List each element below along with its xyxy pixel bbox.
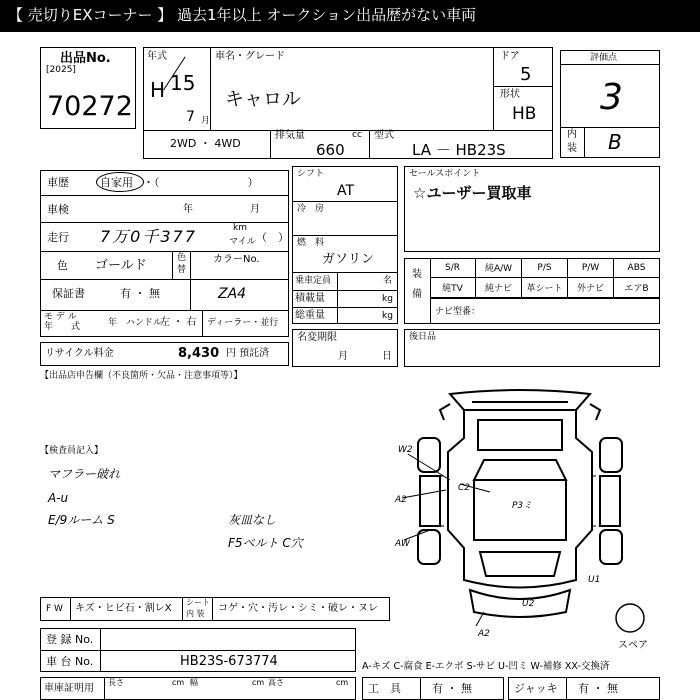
month-unit: 月: [201, 116, 211, 126]
inspection-year: 年: [183, 204, 193, 215]
sales-label: セールスポイント: [409, 169, 481, 179]
shift-label: シフト: [297, 169, 325, 179]
car-diagram: [380, 380, 680, 660]
mile-unit: マイル: [229, 237, 256, 247]
inspector-note-1: マフラー破れ: [48, 467, 121, 481]
equipment-cell: 純ナビ: [476, 278, 522, 298]
fw-text: キズ・ヒビ石・割レX: [75, 603, 172, 614]
mark-c2: C2: [458, 483, 471, 493]
model-year-unit: 年: [108, 318, 118, 328]
era-year: 15: [170, 71, 196, 95]
mark-a2-rear: A2: [478, 629, 490, 639]
ac-label: 冷 房: [297, 204, 325, 214]
lot-number: 70272: [47, 91, 133, 122]
history-label: 車歴: [47, 176, 69, 189]
color-label: 色: [57, 259, 68, 272]
inspector-label: 【検査員記入】: [40, 446, 104, 456]
history-paren: ・（ ）: [143, 176, 259, 189]
mark-p3: P3ミ: [512, 501, 533, 511]
handle-value: 左 ・ 右: [160, 317, 197, 328]
equipment-side-1: 装: [412, 269, 422, 280]
drive-type: 2WD ・ 4WD: [170, 137, 241, 150]
equipment-cell: 純TV: [430, 278, 476, 298]
capacity-unit: 名: [383, 276, 393, 286]
mark-a2: A2: [395, 495, 407, 505]
recycle-amount: 8,430: [178, 346, 220, 361]
mark-u1: U1: [588, 575, 601, 585]
color-change-2: 替: [177, 265, 187, 275]
shape-label: 形状: [500, 89, 520, 100]
dim-length-unit: cm: [172, 678, 185, 687]
rating-label: 評価点: [590, 53, 618, 63]
interior-label-2: 装: [567, 143, 577, 154]
mileage-label: 走行: [47, 231, 69, 244]
inspector-note-5: F5ベルト C穴: [228, 536, 303, 550]
reg-label: 登 録 No.: [46, 633, 94, 646]
car-name-label: 車名・グレード: [215, 51, 285, 62]
load-unit: kg: [382, 294, 393, 304]
dim-height: 高さ: [268, 678, 284, 687]
dim-width: 幅: [190, 678, 198, 687]
cc-unit: cc: [352, 130, 362, 140]
sales-point: ☆ユーザー買取車: [413, 184, 532, 202]
mileage-paren: （ ）: [256, 231, 289, 244]
recycle-suffix: 円 預託済: [226, 348, 270, 359]
displacement-value: 660: [316, 141, 345, 159]
km-unit: km: [233, 223, 247, 233]
inspection-month: 月: [250, 204, 260, 215]
sheet-title: 【 売切りEXコーナー 】 過去1年以上 オークション出品歴がない車両: [8, 6, 477, 24]
rating-score: 3: [600, 77, 623, 118]
warranty-value: 有 ・ 無: [120, 287, 160, 300]
dim-height-unit: cm: [336, 678, 349, 687]
seat-text: コゲ・穴・汚レ・シミ・破レ・ヌレ: [218, 603, 378, 614]
interior-grade: B: [608, 130, 622, 154]
shape-value: HB: [512, 104, 537, 124]
model-label: 型式: [374, 130, 394, 141]
expiry-month: 月: [338, 351, 348, 362]
cert-label: 車庫証明用: [44, 683, 94, 694]
shift-value: AT: [337, 183, 355, 199]
inspector-note-3: E/9ルーム S: [48, 513, 115, 527]
equipment-cell: 外ナビ: [568, 278, 614, 298]
fuel-label: 燃 料: [297, 238, 325, 248]
warranty-label: 保証書: [52, 287, 85, 300]
lot-label: 出品No.: [60, 51, 111, 66]
load-label: 積載量: [295, 293, 325, 304]
spare-label: スペア: [618, 640, 648, 651]
dim-width-unit: cm: [252, 678, 265, 687]
fuel-value: ガソリン: [322, 252, 375, 267]
history-circle: [96, 172, 144, 192]
tools-value: 有 ・ 無: [432, 682, 472, 695]
recycle-label: リサイクル料金: [45, 348, 114, 359]
equipment-cell: 純A/W: [476, 258, 522, 278]
model-year-label-1: モ デ ル: [44, 312, 77, 322]
gross-unit: kg: [382, 311, 393, 321]
frame-label: 車 台 No.: [46, 655, 94, 668]
handle-label: ハンドル: [126, 318, 163, 328]
jack-value: 有 ・ 無: [578, 682, 618, 695]
inspector-note-4: 灰皿なし: [228, 513, 277, 527]
equipment-cell: S/R: [430, 258, 476, 278]
interior-label-1: 内: [567, 129, 577, 140]
gross-label: 総重量: [295, 310, 325, 321]
jack-label: ジャッキ: [514, 682, 558, 695]
color-no-label: カラーNo.: [213, 254, 260, 265]
equipment-cell: 革シート: [522, 278, 568, 298]
mark-u2: U2: [522, 599, 535, 609]
era-prefix: H: [150, 78, 166, 102]
mark-w2: W2: [398, 445, 413, 455]
tools-label: 工 具: [368, 682, 401, 695]
posting-label: 後日品: [409, 332, 437, 342]
frame-value: HB23S-673774: [180, 654, 278, 669]
equipment-cell: エアB: [614, 278, 660, 298]
door-label: ドア: [500, 51, 520, 62]
mark-aw: AW: [395, 539, 410, 549]
displacement-label: 排気量: [275, 130, 305, 141]
seller-notes-label: 【出品店申告欄（不良箇所・欠品・注意事項等）】: [40, 371, 243, 381]
door-count: 5: [520, 64, 532, 85]
mileage-value: 7万0千377: [100, 227, 197, 246]
color-change-1: 色: [177, 253, 187, 263]
color-value: ゴールド: [95, 258, 147, 273]
seat-label-2: 内 装: [186, 609, 205, 618]
expiry-day: 日: [382, 351, 392, 362]
year-label: 年式: [147, 51, 167, 62]
equipment-cell: P/S: [522, 258, 568, 278]
navi-label: ナビ型番：: [435, 307, 481, 317]
fw-label: F W: [46, 604, 63, 614]
equipment-cell: ABS: [614, 258, 660, 278]
damage-legend: A-キズ C-腐食 E-エクボ S-サビ U-凹ミ W-補修 XX-交換済: [362, 661, 610, 672]
inspection-label: 車検: [47, 203, 69, 216]
expiry-label: 名変期限: [297, 332, 337, 343]
dealer-label: ディーラー・並行: [207, 318, 279, 328]
seat-label-1: シート: [186, 598, 210, 607]
sheet-header: [0, 0, 700, 32]
color-no-value: ZA4: [218, 286, 247, 302]
lot-year-stamp: [2025]: [46, 65, 76, 75]
equipment-cell: P/W: [568, 258, 614, 278]
posting-box: [404, 329, 660, 367]
dim-length: 長さ: [108, 678, 124, 687]
history-value: 自家用: [100, 176, 133, 189]
manufacture-month: 7: [186, 109, 195, 125]
equipment-side-2: 備: [412, 289, 422, 300]
model-year-label-2: 年 式: [44, 322, 81, 332]
car-name: キャロル: [225, 88, 302, 110]
model-value: LA － HB23S: [412, 141, 506, 159]
inspector-note-2: A-u: [48, 491, 69, 505]
capacity-label: 乗車定員: [295, 276, 332, 286]
